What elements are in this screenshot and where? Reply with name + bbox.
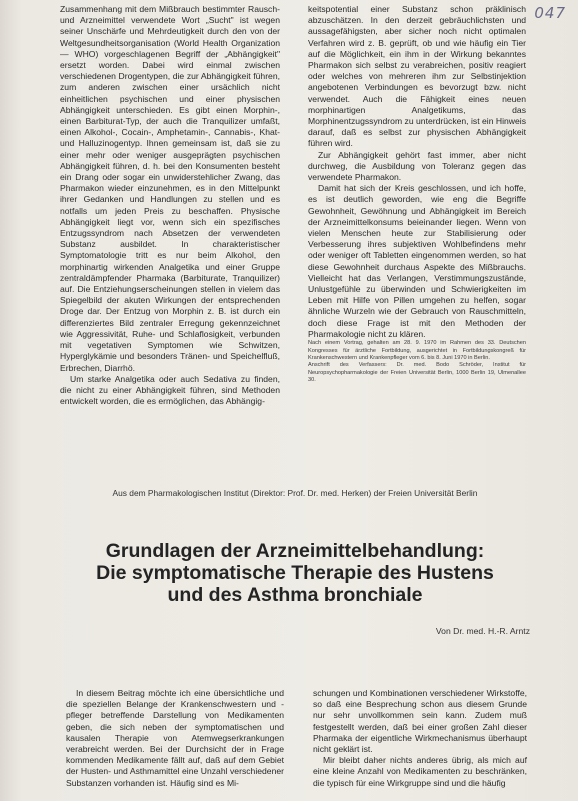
bottom-left-column <box>66 688 284 789</box>
paragraph: Zusammenhang mit dem Mißbrauch bestimmter Rausch- und Arzneimittel verwendete Wort „Sucht" ist wegen seiner Unschärfe und Mehrdeutigkeit durch den von der Weltgesundheitsorganisation (World Health Organization — WHO) vorgeschlagenen Begriff der „Abhängigkeit" ersetzt worden. Dabei wird einmal zwischen verschiedenen Drogentypen, die zur Abhängigkeit führen, zum anderen zwischen einer ursächlich nicht einheitlichen psychischen und einer physischen Abhängigkeit unterschieden. Es gibt einen Morphin-, einen Barbiturat-Typ, der auch die Tranquilizer umfaßt, einen Alkohol-, Cocain-, Amphetamin-, Cannabis-, Khat- und Halluzinogentyp. Ihnen gemeinsam ist, daß sie zu einer mehr oder weniger ausgeprägten psychischen Abhängigkeit führen, d. h. bei den Konsumenten besteht ein Drang oder sogar ein unwiderstehlicher Zwang, das Pharmakon wieder einzunehmen, es in den Mittelpunkt ihrer Gedanken und Handlungen zu stellen und es notfalls um jeden Preis zu beschaffen. Physische Abhängigkeit liegt vor, wenn sich ein spezifisches Entzugssyndrom nach Absetzen der verwendeten Substanz ausbildet. In charakteristischer Symptomatologie tritt es nur beim Alkohol, den morphinartig wirkenden Analgetika und einer Gruppe zentraldämpfender Pharmaka (Barbiturate, Tranquilizer) auf. Die Entziehungserscheinungen stellen in vielem das Spiegelbild der akuten Wirkungen der entsprechenden Droge dar. Der Entzug von Morphin z. B. ist durch ein differenziertes Bild zentraler Erregung gekennzeichnet wie Aggressivität, Ruhe- und Schlaflosigkeit, verbunden mit vegetativen Symptomen wie Schwitzen, Hyperglykämie und besonders Tränen- und Speichelfluß, Erbrechen, Diarrhö. <box>60 4 280 373</box>
paragraph: Mir bleibt daher nichts anderes übrig, als mich auf eine kleine Anzahl von Medikamenten zu beschränken, die typisch für eine Wirkgruppe sind und die häufig <box>313 755 527 788</box>
paragraph: Um starke Analgetika oder auch Sedativa zu finden, die nicht zu einer Abhängigkeit führen, sind Methoden entwickelt worden, die es ermöglichen, das Abhängig- <box>60 373 280 407</box>
title-line: Grundlagen der Arzneimittelbehandlung: <box>105 540 485 562</box>
title-line: Die symptomatische Therapie des Hustens <box>96 562 494 584</box>
handwritten-page-number: 047 <box>534 4 566 22</box>
bottom-right-column <box>313 688 527 789</box>
footnote: Nach einem Vortrag, gehalten am 28. 9. 1970 im Rahmen des 33. Deutschen Kongresses für ärztliche Fortbildung, ausgerichtet in Fortbildungskongreß für Krankenschwestern und Krankenpfleger vom 6. bis 8. Juni 1970 in Berlin. <box>308 340 526 361</box>
paragraph: Damit hat sich der Kreis geschlossen, und ich hoffe, es ist deutlich geworden, wie eng die Begriffe Gewohnheit, Gewöhnung und Abhängigkeit im Bereich der Arzneimittelkonsums beieinander liegen. Wenn von vielen Menschen heute zur Stabilisierung oder Verbesserung ihres subjektiven Wohlbefindens mehr oder weniger oft Tabletten eingenommen werden, so hat diese Gewohnheit durchaus Aspekte des Mißbrauchs. Vielleicht hat das Verlangen, Verstimmungszustände, Unlustgefühle zu überwinden und Schwierigkeiten im Leben mit Hilfe von Pillen umgehen zu helfen, sogar ähnliche Wurzeln wie der Gebrauch von Rauschmitteln, doch diese Frage ist mit den Methoden der Pharmakologie nicht zu klären. <box>308 183 526 339</box>
title-line: und des Asthma bronchiale <box>167 584 423 606</box>
paragraph: Zur Abhängigkeit gehört fast immer, aber nicht durchweg, die Ausbildung von Toleranz gegen das verwendete Pharmakon. <box>308 149 526 183</box>
article-title <box>40 540 550 606</box>
author-byline: Von Dr. med. H.-R. Arntz <box>435 626 530 636</box>
paragraph: In diesem Beitrag möchte ich eine übersichtliche und die speziellen Belange der Krankenschwestern und -pfleger betreffende Darstellung von Medikamenten geben, die sich neben der symptomatischen und kausalen Therapie von Atemwegserkrankungen verabreicht werden. Bei der Durchsicht der in Frage kommenden Medikamente fällt auf, daß auf dem Gebiet der Husten- und Asthmamittel eine Unzahl verschiedener Substanzen vorhanden ist. Häufig sind es Mi- <box>66 688 284 788</box>
paragraph: schungen und Kombinationen verschiedener Wirkstoffe, so daß eine Besprechung schon aus diesem Grunde nur sehr unvollkommen sein kann. Zudem muß festgestellt werden, daß bei einer großen Zahl dieser Pharmaka der eigentliche Wirkmechanismus überhaupt nicht geklärt ist. <box>313 688 527 755</box>
top-right-column <box>308 4 526 385</box>
institute-affiliation: Aus dem Pharmakologischen Institut (Direktor: Prof. Dr. med. Herken) der Freien Universität Berlin <box>112 488 478 498</box>
top-left-column <box>60 4 280 407</box>
author-address-footnote: Anschrift des Verfassers: Dr. med. Bodo Schröder, Institut für Neuropsychopharmakologie der Freien Universität Berlin, 1000 Berlin 19, Ulmenallee 30. <box>308 362 526 384</box>
paragraph: keitspotential einer Substanz schon präklinisch abzuschätzen. In den derzeit gebräuchlichsten und aussagefähigsten, aber sicher noch nicht optimalen Verfahren wird z. B. geprüft, ob und wie häufig ein Tier auf die Möglichkeit, ein ihm in der Wirkung bekanntes Pharmakon sich selbst zu verabreichen, positiv reagiert oder welches von mehreren ihm zur Selbstinjektion angebotenen Verbindungen es bevorzugt bzw. nicht verwendet. Auch die Fähigkeit eines neuen morphinartigen Analgetikums, das Morphinentzugssyndrom zu unterdrücken, ist ein Hinweis darauf, daß es selbst zur physischen Abhängigkeit führen wird. <box>308 4 526 149</box>
